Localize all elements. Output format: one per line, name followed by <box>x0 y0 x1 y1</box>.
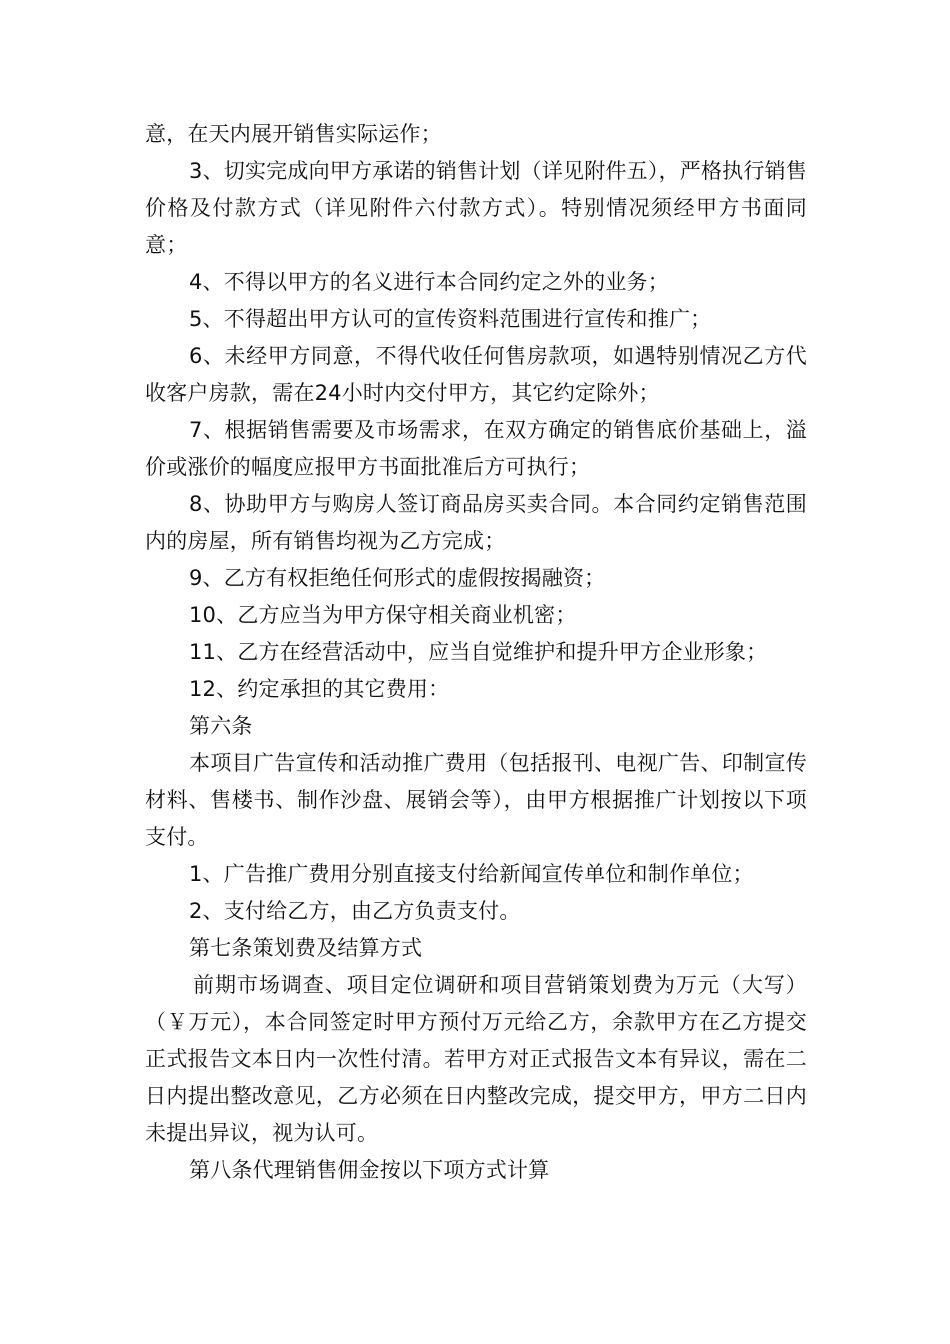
clause-item-6: 6、未经甲方同意，不得代收任何售房款项，如遇特别情况乙方代收客户房款，需在24小时内交付甲方，其它约定除外； <box>145 344 807 405</box>
article-7-heading: 第七条策划费及结算方式 <box>189 936 423 960</box>
article-6-item-1: 1、广告推广费用分别直接支付给新闻宣传单位和制作单位； <box>189 862 754 886</box>
clause-item-11: 11、乙方在经营活动中，应当自觉维护和提升甲方企业形象； <box>189 640 768 664</box>
article-8-heading: 第八条代理销售佣金按以下项方式计算 <box>189 1158 550 1182</box>
clause-item-7: 7、根据销售需要及市场需求，在双方确定的销售底价基础上，溢价或涨价的幅度应报甲方书面批准后方可执行； <box>145 418 807 479</box>
clause-item-8: 8、协助甲方与购房人签订商品房买卖合同。本合同约定销售范围内的房屋，所有销售均视为乙方完成； <box>145 492 807 553</box>
clause-item-12: 12、约定承担的其它费用： <box>189 677 450 701</box>
article-6-heading: 第六条 <box>189 714 253 738</box>
article-7-body: 前期市场调查、项目定位调研和项目营销策划费为万元（大写）（￥万元），本合同签定时甲方预付万元给乙方，余款甲方在乙方提交正式报告文本日内一次性付清。若甲方对正式报告文本有异议，需在二日内提出整改意见，乙方必须在日内整改完成，提交甲方，甲方二日内未提出异议，视为认可。 <box>145 973 807 1145</box>
paragraph-continuation: 意，在天内展开销售实际运作； <box>145 122 442 146</box>
clause-item-10: 10、乙方应当为甲方保守相关商业机密； <box>189 603 577 627</box>
clause-item-9: 9、乙方有权拒绝任何形式的虚假按揭融资； <box>189 566 606 590</box>
document-body <box>145 116 807 1189</box>
article-6-item-2: 2、支付给乙方，由乙方负责支付。 <box>189 899 521 923</box>
clause-item-3: 3、切实完成向甲方承诺的销售计划（详见附件五），严格执行销售价格及付款方式（详见附件六付款方式）。特别情况须经甲方书面同意； <box>145 159 807 257</box>
clause-item-4: 4、不得以甲方的名义进行本合同约定之外的业务； <box>189 270 669 294</box>
article-6-body: 本项目广告宣传和活动推广费用（包括报刊、电视广告、印制宣传材料、售楼书、制作沙盘、展销会等），由甲方根据推广计划按以下项支付。 <box>145 751 807 849</box>
clause-item-5: 5、不得超出甲方认可的宣传资料范围进行宣传和推广； <box>189 307 712 331</box>
